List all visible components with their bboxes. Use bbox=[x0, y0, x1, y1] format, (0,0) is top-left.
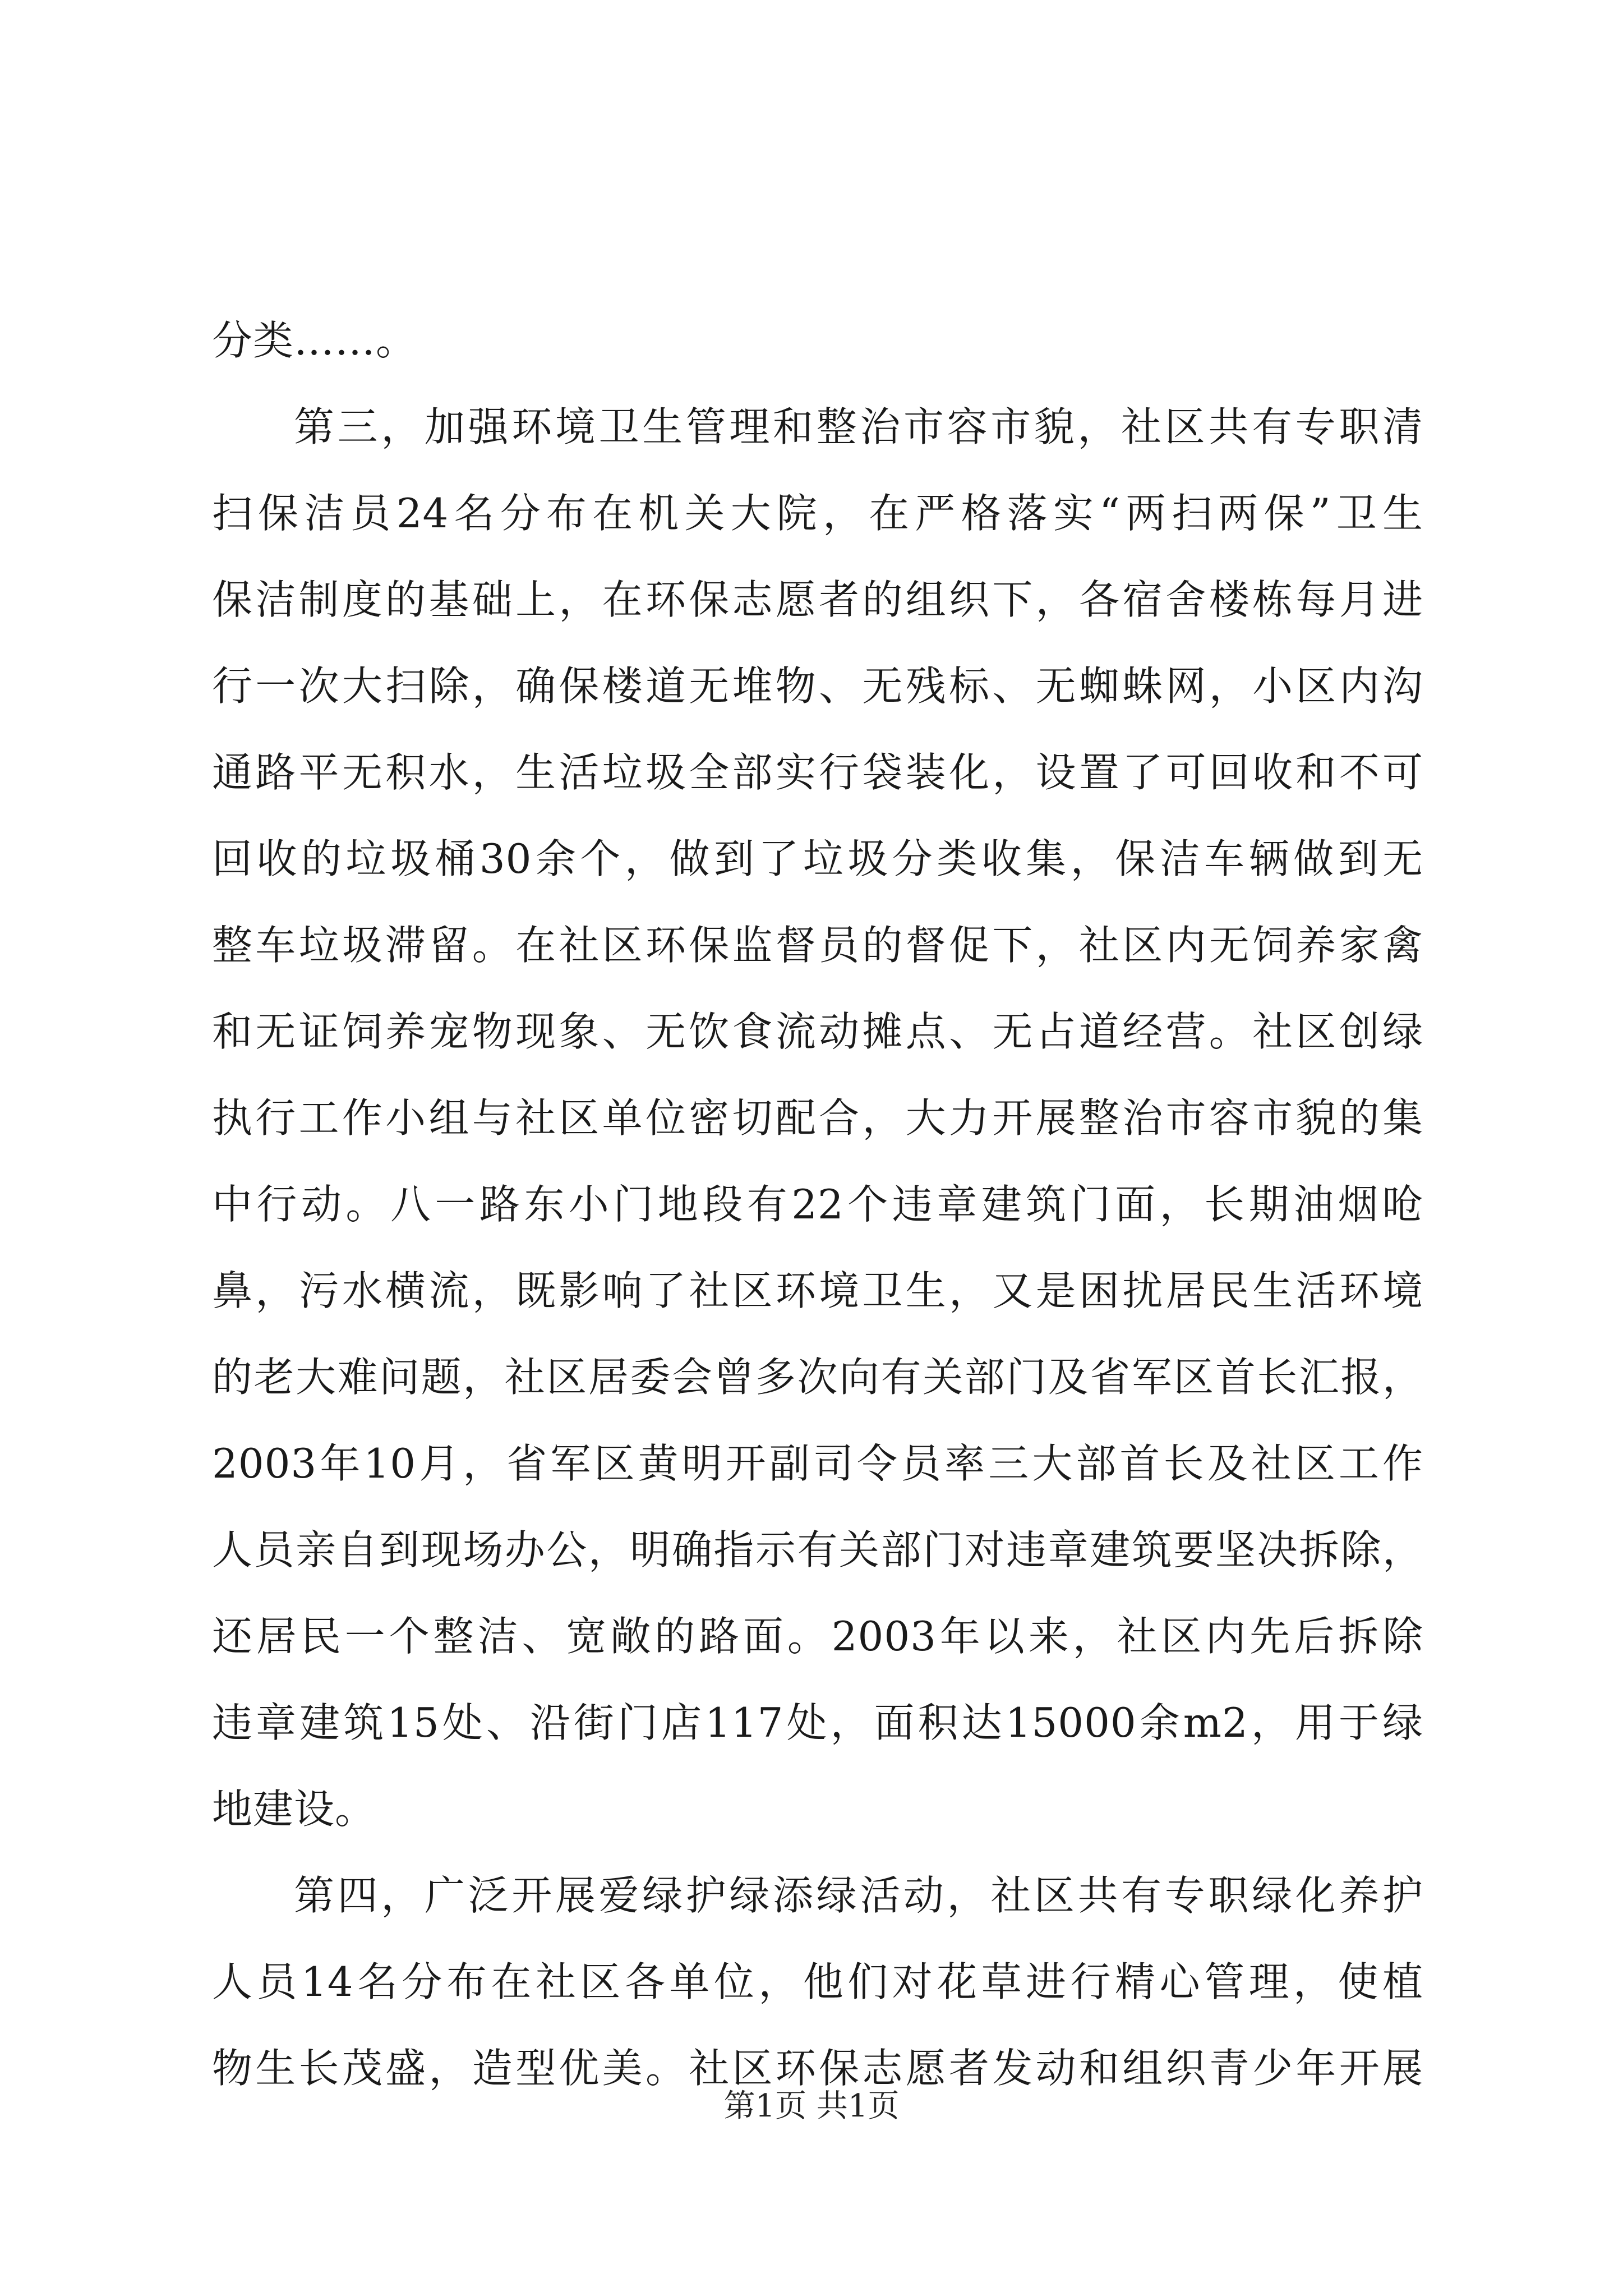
page-number-label: 第1页 共1页 bbox=[723, 2088, 900, 2124]
text-line: 通路平无积水，生活垃圾全部实行袋装化，设置了可回收和不可 bbox=[212, 749, 1423, 796]
text-line: 的老大难问题，社区居委会曾多次向有关部门及省军区首长汇报， bbox=[212, 1354, 1423, 1401]
text-line: 执行工作小组与社区单位密切配合，大力开展整治市容市貌的集 bbox=[212, 1094, 1423, 1142]
page-footer bbox=[0, 2087, 1623, 2126]
text-line: 和无证饲养宠物现象、无饮食流动摊点、无占道经营。社区创绿 bbox=[212, 1008, 1423, 1055]
text-line: 违章建筑15处、沿街门店117处，面积达15000余m2，用于绿 bbox=[212, 1699, 1423, 1746]
text-line: 中行动。八一路东小门地段有22个违章建筑门面，长期油烟呛 bbox=[212, 1181, 1423, 1228]
text-line: 地建设。 bbox=[212, 1786, 376, 1833]
text-line: 2003年10月，省军区黄明开副司令员率三大部首长及社区工作 bbox=[212, 1440, 1423, 1487]
text-line: 整车垃圾滞留。在社区环保监督员的督促下，社区内无饲养家禽 bbox=[212, 922, 1423, 969]
text-line: 物生长茂盛，造型优美。社区环保志愿者发动和组织青少年开展 bbox=[212, 2045, 1423, 2092]
text-line: 回收的垃圾桶30余个，做到了垃圾分类收集，保洁车辆做到无 bbox=[212, 835, 1423, 882]
text-line: 人员14名分布在社区各单位，他们对花草进行精心管理，使植 bbox=[212, 1958, 1423, 2005]
text-line: 扫保洁员24名分布在机关大院，在严格落实“两扫两保”卫生 bbox=[212, 490, 1423, 537]
text-line: 行一次大扫除，确保楼道无堆物、无残标、无蜘蛛网，小区内沟 bbox=[212, 662, 1423, 710]
document-body bbox=[212, 297, 1423, 2111]
text-line: 还居民一个整洁、宽敞的路面。2003年以来，社区内先后拆除 bbox=[212, 1613, 1423, 1660]
text-line: 保洁制度的基础上，在环保志愿者的组织下，各宿舍楼栋每月进 bbox=[212, 576, 1423, 623]
text-line: 鼻，污水横流，既影响了社区环境卫生，又是困扰居民生活环境 bbox=[212, 1267, 1423, 1314]
text-line: 人员亲自到现场办公，明确指示有关部门对违章建筑要坚决拆除， bbox=[212, 1526, 1423, 1573]
text-line: 第三，加强环境卫生管理和整治市容市貌，社区共有专职清 bbox=[294, 403, 1423, 450]
text-line: 第四，广泛开展爱绿护绿添绿活动，社区共有专职绿化养护 bbox=[294, 1872, 1423, 1919]
text-line: 分类……。 bbox=[212, 317, 417, 364]
